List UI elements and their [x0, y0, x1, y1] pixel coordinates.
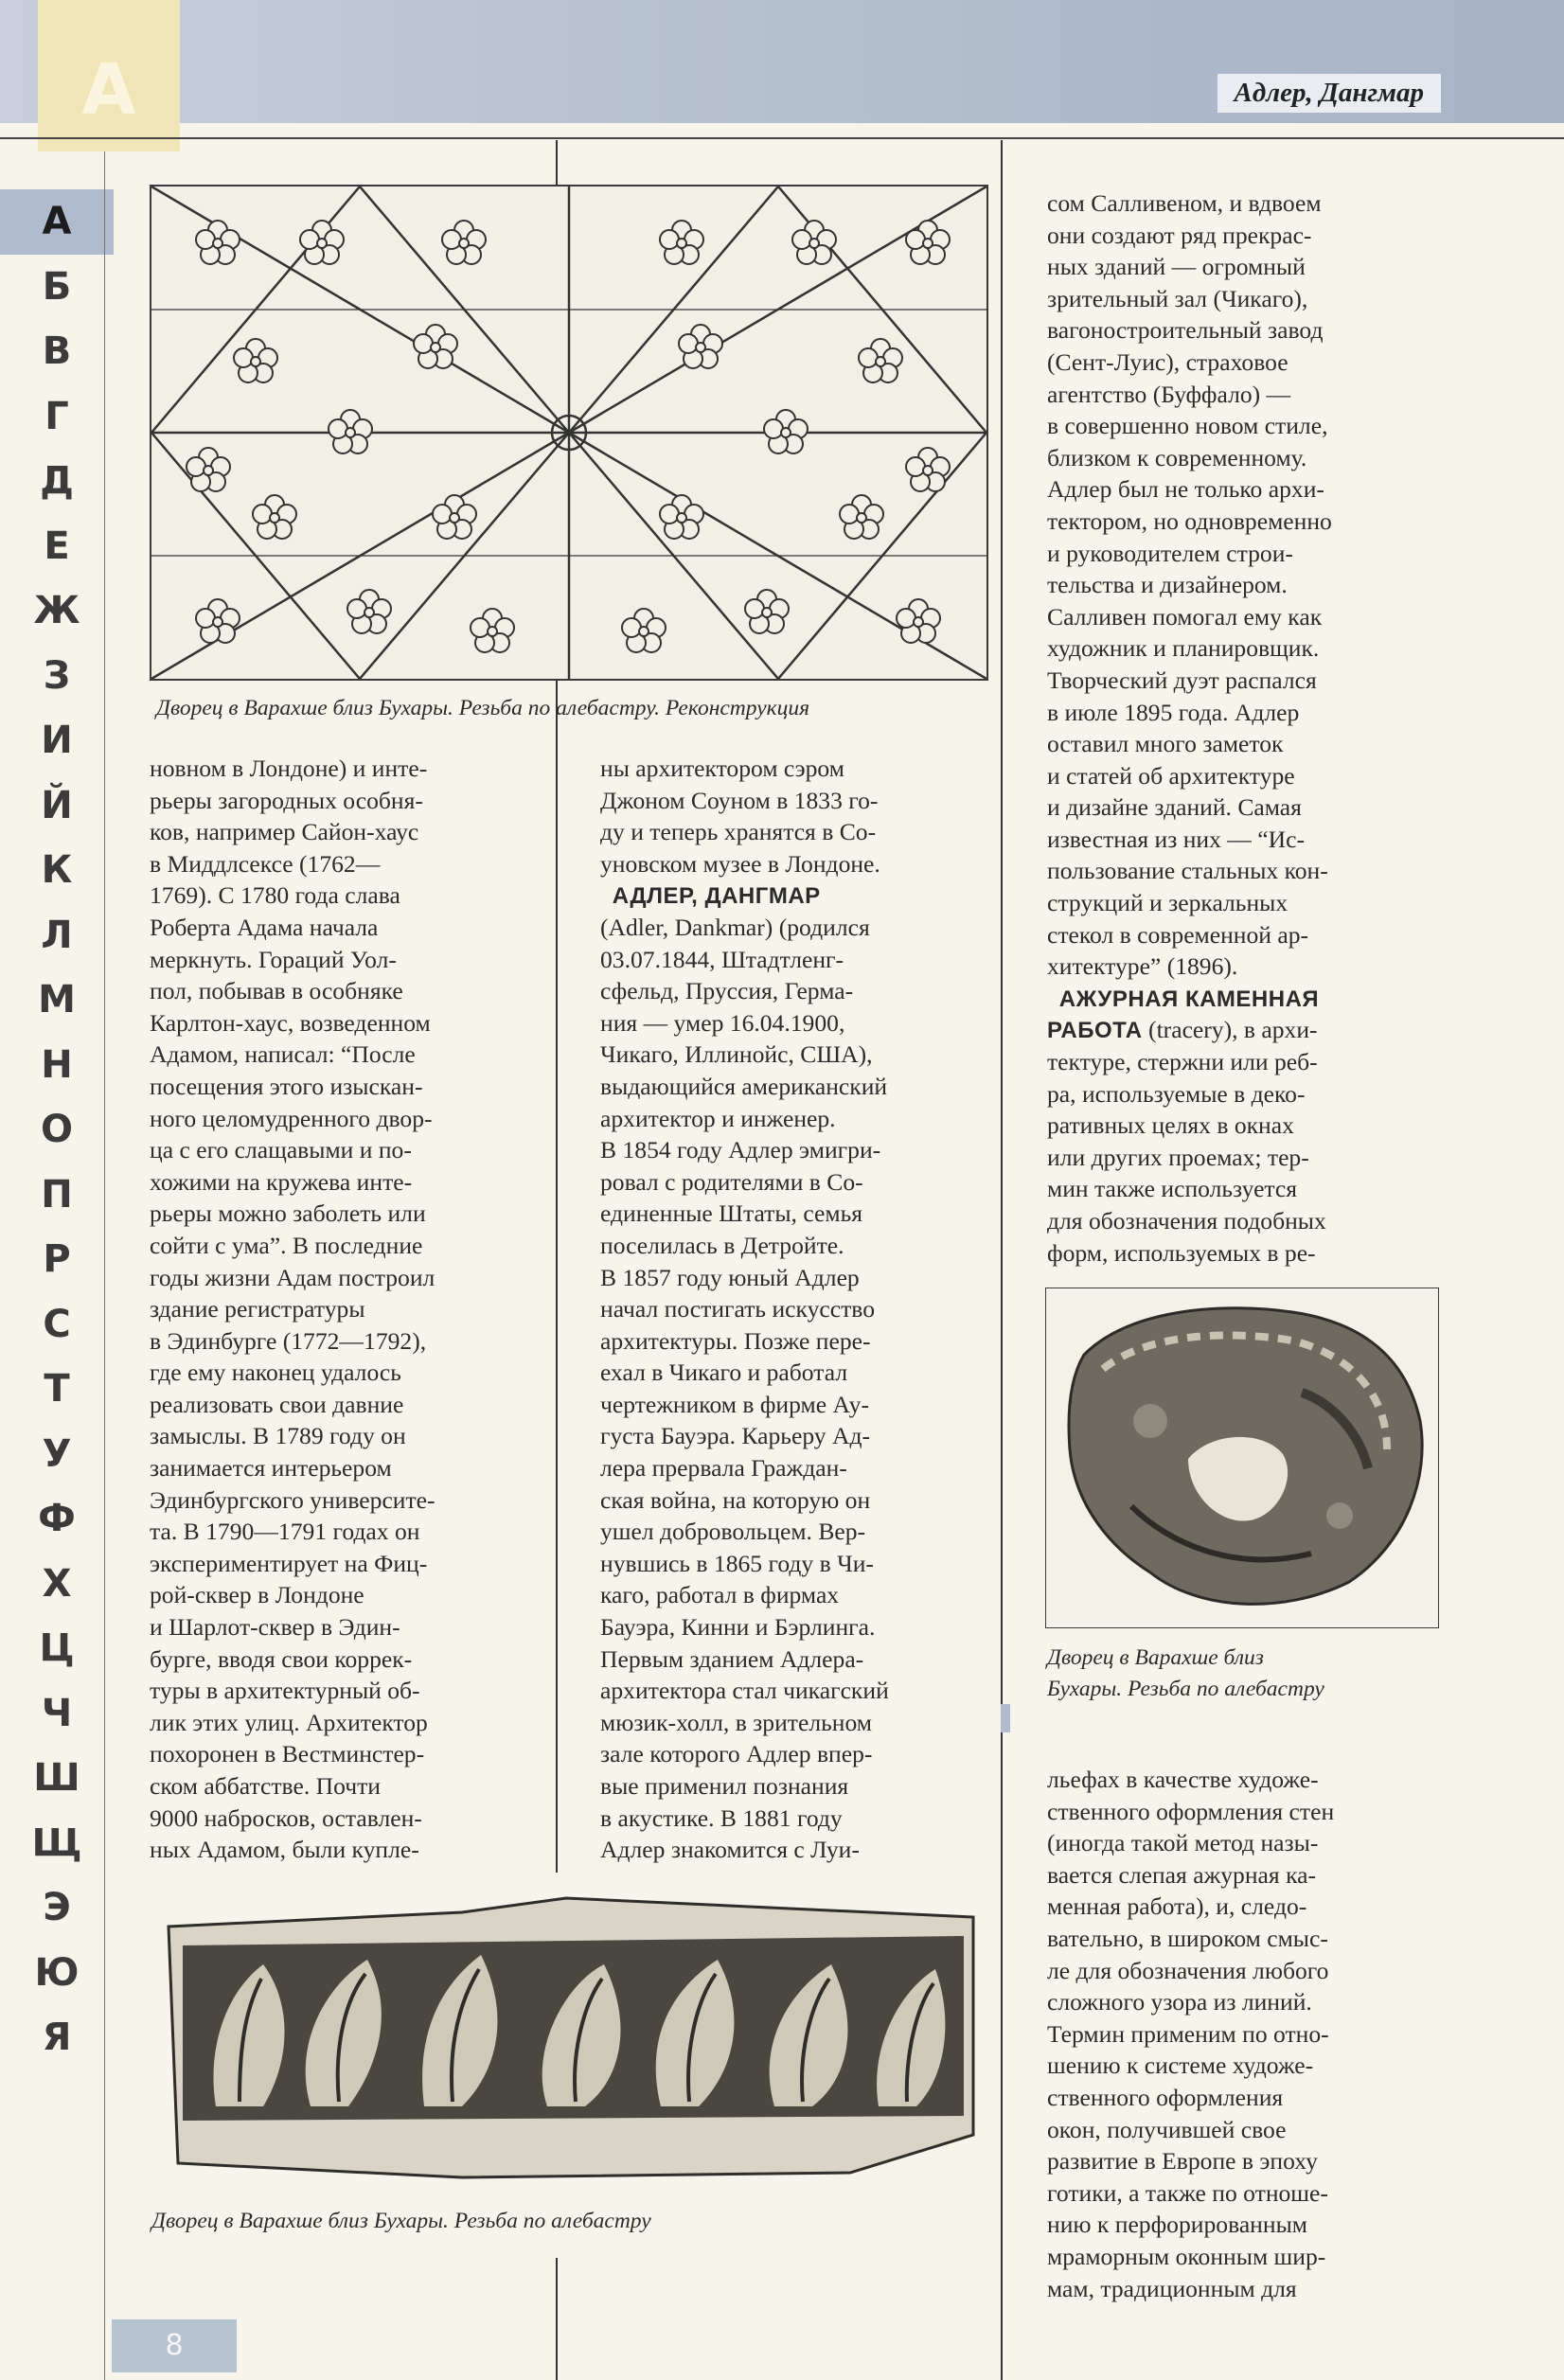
- text-line: ных Адамом, были купле-: [150, 1836, 419, 1864]
- text-line: вые применил познания: [600, 1772, 849, 1800]
- alphabet-letter: Ш: [33, 1756, 80, 1800]
- text-line: сом Салливеном, и вдвоем: [1047, 189, 1322, 217]
- text-line: Эдинбургского университе-: [150, 1485, 435, 1514]
- text-line: агентство (Буффало) —: [1047, 380, 1291, 408]
- page-number: 8: [112, 2319, 237, 2372]
- text-line: Бауэра, Кинни и Бэрлинга.: [600, 1613, 876, 1642]
- entry-adler-first-line: [600, 879, 889, 912]
- text-line: Творческий дуэт распался: [1047, 666, 1317, 694]
- text-line: ративных целях в окнах: [1047, 1111, 1294, 1140]
- text-line: лик этих улиц. Архитектор: [150, 1708, 428, 1736]
- middle-intro-text: [600, 753, 889, 879]
- section-letter: А: [81, 49, 136, 131]
- text-line: густа Бауэра. Карьеру Ад-: [600, 1422, 871, 1450]
- text-line: посещения этого изыскан-: [150, 1072, 423, 1100]
- text-line: и Шарлот-сквер в Эдин-: [150, 1613, 400, 1642]
- text-line: 9000 набросков, оставлен-: [150, 1803, 422, 1832]
- alphabet-letter: П: [41, 1172, 73, 1217]
- figure-right-caption-line-2: Бухары. Резьба по алебастру: [1047, 1677, 1324, 1701]
- alphabet-letter: К: [41, 848, 73, 892]
- text-line: тельства и дизайнером.: [1047, 571, 1288, 599]
- alphabet-letter: О: [40, 1108, 73, 1151]
- entry-tracery-heading-line-2: [1047, 1014, 1332, 1046]
- margin-rule: [104, 151, 105, 2380]
- text-line: мюзик-холл, в зрительном: [600, 1708, 872, 1736]
- text-line: Салливен помогал ему как: [1047, 602, 1323, 631]
- text-line: экспериментирует на Фиц-: [150, 1549, 428, 1577]
- text-line: или других проемах; тер-: [1047, 1143, 1309, 1171]
- text-line: вательно, в широком смыс-: [1047, 1924, 1328, 1952]
- text-line: вается слепая ажурная ка-: [1047, 1860, 1317, 1889]
- text-column-middle: [600, 753, 889, 1866]
- text-line: В 1854 году Адлер эмигри-: [600, 1136, 881, 1164]
- text-line: мраморным оконным шир-: [1047, 2242, 1326, 2270]
- alphabet-letter: Э: [43, 1886, 71, 1929]
- text-line: ду и теперь хранятся в Со-: [600, 818, 877, 846]
- text-line: художник и планировщик.: [1047, 634, 1320, 663]
- alphabet-letter: А: [0, 189, 114, 255]
- entry-tracery-heading-line-1: [1047, 983, 1332, 1015]
- text-line: ском аббатстве. Почти: [150, 1772, 382, 1800]
- alabaster-fragment-image: [1046, 1288, 1438, 1627]
- entry-heading-tracery-1: АЖУРНАЯ КАМЕННАЯ: [1058, 986, 1320, 1012]
- text-line: льефах в качестве художе-: [1047, 1766, 1319, 1793]
- text-line: ных зданий — огромный: [1047, 253, 1306, 281]
- alphabet-letter: Ч: [41, 1691, 73, 1735]
- entry-adler-continued: [1047, 187, 1332, 983]
- alphabet-letter: Х: [42, 1561, 72, 1606]
- alphabet-letter: Щ: [31, 1821, 82, 1865]
- text-line: и руководителем строи-: [1047, 539, 1293, 567]
- text-line: хожими на кружева инте-: [150, 1167, 413, 1196]
- text-line: выдающийся американский: [600, 1072, 888, 1100]
- text-line: форм, используемых в ре-: [1047, 1238, 1316, 1267]
- text-line: где ему наконец удалось: [150, 1359, 401, 1387]
- alabaster-reconstruction-image: [151, 186, 986, 679]
- running-head: Адлер, Дангмар: [1217, 74, 1441, 113]
- text-line: Джоном Соуном в 1833 го-: [600, 786, 879, 814]
- text-line: уновском музее в Лондоне.: [600, 849, 880, 878]
- text-line: годы жизни Адам построил: [150, 1263, 435, 1291]
- text-line: вагоностроительный завод: [1047, 316, 1324, 345]
- figure-bottom-caption: Дворец в Варахше близ Бухары. Резьба по алебастру: [151, 2209, 651, 2233]
- text-line: ны архитектором сэром: [600, 755, 844, 782]
- text-line: похоронен в Вестминстер-: [150, 1740, 425, 1768]
- alphabet-letter: Ф: [38, 1497, 76, 1540]
- text-line: Термин применим по отно-: [1047, 2019, 1329, 2048]
- text-column-left: [150, 753, 435, 1866]
- figure-right-alabaster-fragment: [1045, 1288, 1439, 1628]
- text-line: оставил много заметок: [1047, 730, 1284, 758]
- figure-top-alabaster-reconstruction: [150, 185, 988, 681]
- text-line: тектуре, стержни или реб-: [1047, 1048, 1318, 1076]
- text-line: Первым зданием Адлера-: [600, 1644, 864, 1673]
- text-line: ушел добровольцем. Вер-: [600, 1518, 866, 1546]
- text-line: и статей об архитектуре: [1047, 761, 1295, 790]
- text-line: рьеры можно заболеть или: [150, 1199, 426, 1228]
- text-line: реализовать свои давние: [150, 1390, 404, 1418]
- text-line: здание регистратуры: [150, 1295, 365, 1323]
- text-line: начал постигать искусство: [600, 1295, 876, 1323]
- alabaster-frieze-image: [150, 1889, 983, 2190]
- text-line: ков, например Сайон-хаус: [150, 818, 419, 846]
- text-line: в июле 1895 года. Адлер: [1047, 698, 1300, 726]
- figure-top-caption: Дворец в Варахше близ Бухары. Резьба по алебастру. Реконструкция: [156, 696, 810, 720]
- text-line: Адлер был не только архи-: [1047, 475, 1324, 504]
- text-line: Адамом, написал: “После: [150, 1040, 416, 1069]
- text-line: ного целомудренного двор-: [150, 1104, 433, 1132]
- text-line: близком к современному.: [1047, 443, 1307, 471]
- text-line: развитие в Европе в эпоху: [1047, 2147, 1318, 2176]
- entry-heading-tracery-2: РАБОТА: [1047, 1018, 1143, 1044]
- text-line: чертежником в фирме Ау-: [600, 1390, 870, 1418]
- alphabet-letter: Ю: [34, 1950, 80, 1995]
- entry-tracery-body: [1047, 1046, 1332, 1269]
- text-line: сфельд, Пруссия, Герма-: [600, 977, 854, 1005]
- alphabet-letter: С: [43, 1302, 71, 1346]
- text-line: менная работа), и, следо-: [1047, 1892, 1307, 1921]
- text-line: ственного оформления стен: [1047, 1797, 1335, 1825]
- text-line: Карлтон-хаус, возведенном: [150, 1008, 431, 1037]
- figure-right-caption: [1047, 1643, 1324, 1705]
- alphabet-letter: Р: [43, 1237, 71, 1281]
- text-line: поселилась в Детройте.: [600, 1231, 844, 1259]
- entry-tracery-gloss: (tracery), в архи-: [1148, 1016, 1318, 1044]
- text-line: новном в Лондоне) и инте-: [150, 755, 428, 782]
- text-line: шению к системе художе-: [1047, 2051, 1314, 2080]
- text-line: замыслы. В 1789 году он: [150, 1422, 406, 1450]
- text-line: и дизайне зданий. Самая: [1047, 793, 1302, 822]
- text-line: лера прервала Граждан-: [600, 1454, 847, 1483]
- text-line: готики, а также по отноше-: [1047, 2178, 1328, 2207]
- text-line: струкций и зеркальных: [1047, 889, 1289, 917]
- figure-bottom-alabaster-frieze: [150, 1889, 983, 2190]
- alphabet-index: [0, 189, 114, 2070]
- alphabet-letter: Н: [41, 1042, 73, 1087]
- alphabet-letter: В: [42, 329, 72, 373]
- alphabet-letter: Г: [44, 394, 69, 438]
- alphabet-letter: Т: [44, 1367, 70, 1411]
- text-line: для обозначения подобных: [1047, 1207, 1326, 1234]
- text-line: известная из них — “Ис-: [1047, 825, 1306, 853]
- text-line: пользование стальных кон-: [1047, 857, 1328, 885]
- alphabet-letter: Я: [42, 2016, 72, 2059]
- text-line: каго, работал в фирмах: [600, 1581, 840, 1609]
- alphabet-letter: Й: [41, 783, 73, 827]
- text-line: ственного оформления: [1047, 2083, 1284, 2111]
- text-line: в Миддлсексе (1762—: [150, 849, 381, 878]
- alphabet-letter: Б: [42, 264, 72, 309]
- text-line: ра, используемые в деко-: [1047, 1079, 1306, 1108]
- alphabet-letter: Ж: [33, 589, 80, 632]
- text-line: мам, традиционным для: [1047, 2274, 1297, 2302]
- text-line: архитектор и инженер.: [600, 1104, 836, 1132]
- text-line: пол, побывав в особняке: [150, 977, 403, 1005]
- text-column-right-bottom: [1047, 1764, 1334, 2304]
- text-line: зрительный зал (Чикаго),: [1047, 284, 1308, 312]
- alphabet-letter: З: [43, 653, 71, 698]
- text-line: мин также используется: [1047, 1175, 1298, 1203]
- text-line: окон, получившей свое: [1047, 2115, 1287, 2143]
- text-line: та. В 1790—1791 годах он: [150, 1518, 420, 1546]
- text-line: стекол в современной ар-: [1047, 920, 1309, 949]
- alphabet-letter: Е: [44, 524, 70, 568]
- text-line: В 1857 году юный Адлер: [600, 1263, 860, 1291]
- text-line: тектором, но одновременно: [1047, 506, 1332, 535]
- alphabet-letter: И: [41, 719, 73, 762]
- text-line: (Сент-Луис), страховое: [1047, 347, 1289, 376]
- text-line: зале которого Адлер впер-: [600, 1740, 873, 1768]
- text-line: Роберта Адама начала: [150, 913, 379, 941]
- text-line: архитектора стал чикагский: [600, 1677, 889, 1705]
- text-line: архитектуры. Позже пере-: [600, 1326, 871, 1355]
- text-line: сойти с ума”. В последние: [150, 1231, 423, 1259]
- text-line: занимается интерьером: [150, 1454, 392, 1483]
- entry-heading-adler: АДЛЕР, ДАНГМАР: [612, 883, 821, 910]
- figure-right-accent: [1001, 1704, 1010, 1732]
- text-line: Адлер знакомится с Луи-: [600, 1836, 860, 1864]
- figure-right-caption-line-1: Дворец в Варахше близ: [1047, 1645, 1264, 1670]
- text-line: рой-сквер в Лондоне: [150, 1581, 364, 1609]
- text-line: туры в архитектурный об-: [150, 1677, 420, 1705]
- text-line: сложного узора из линий.: [1047, 1988, 1312, 2016]
- text-line: 1769). С 1780 года слава: [150, 881, 400, 910]
- header-rule: [0, 137, 1564, 139]
- alphabet-letter: Д: [40, 459, 74, 503]
- alphabet-letter: Л: [41, 913, 73, 957]
- text-line: в совершенно новом стиле,: [1047, 412, 1328, 440]
- text-line: меркнуть. Гораций Уол-: [150, 945, 397, 973]
- text-line: ская война, на которую он: [600, 1485, 871, 1514]
- text-line: ровал с родителями в Со-: [600, 1167, 863, 1196]
- entry-adler-body: [600, 944, 889, 1866]
- alphabet-letter: М: [38, 978, 76, 1021]
- text-line: нию к перфорированным: [1047, 2211, 1307, 2239]
- text-line: ца с его слащавыми и по-: [150, 1136, 412, 1164]
- text-line: (иногда такой метод назы-: [1047, 1829, 1319, 1857]
- text-line: Чикаго, Иллинойс, США),: [600, 1040, 873, 1069]
- text-line: ле для обозначения любого: [1047, 1956, 1329, 1984]
- text-line: ехал в Чикаго и работал: [600, 1359, 848, 1387]
- text-line: хитектуре” (1896).: [1047, 952, 1238, 981]
- text-line: рьеры загородных особня-: [150, 786, 423, 814]
- text-line: единенные Штаты, семья: [600, 1199, 863, 1228]
- entry-adler-bracket-line: (Adler, Dankmar) (родился: [600, 913, 870, 941]
- text-line: в Эдинбурге (1772—1792),: [150, 1326, 427, 1355]
- text-line: бурге, вводя свои коррек-: [150, 1644, 413, 1673]
- text-line: нувшись в 1865 году в Чи-: [600, 1549, 874, 1577]
- text-line: в акустике. В 1881 году: [600, 1803, 843, 1832]
- column-rule: [1001, 140, 1003, 2380]
- text-column-right-top: [1047, 187, 1332, 1269]
- alphabet-letter: Ц: [39, 1626, 75, 1670]
- text-line: они создают ряд прекрас-: [1047, 221, 1312, 249]
- section-letter-tab: [38, 0, 180, 151]
- text-line: ния — умер 16.04.1900,: [600, 1008, 845, 1037]
- text-line: 03.07.1844, Штадтленг-: [600, 945, 844, 973]
- alphabet-letter: У: [42, 1431, 72, 1476]
- column-rule: [556, 2258, 558, 2380]
